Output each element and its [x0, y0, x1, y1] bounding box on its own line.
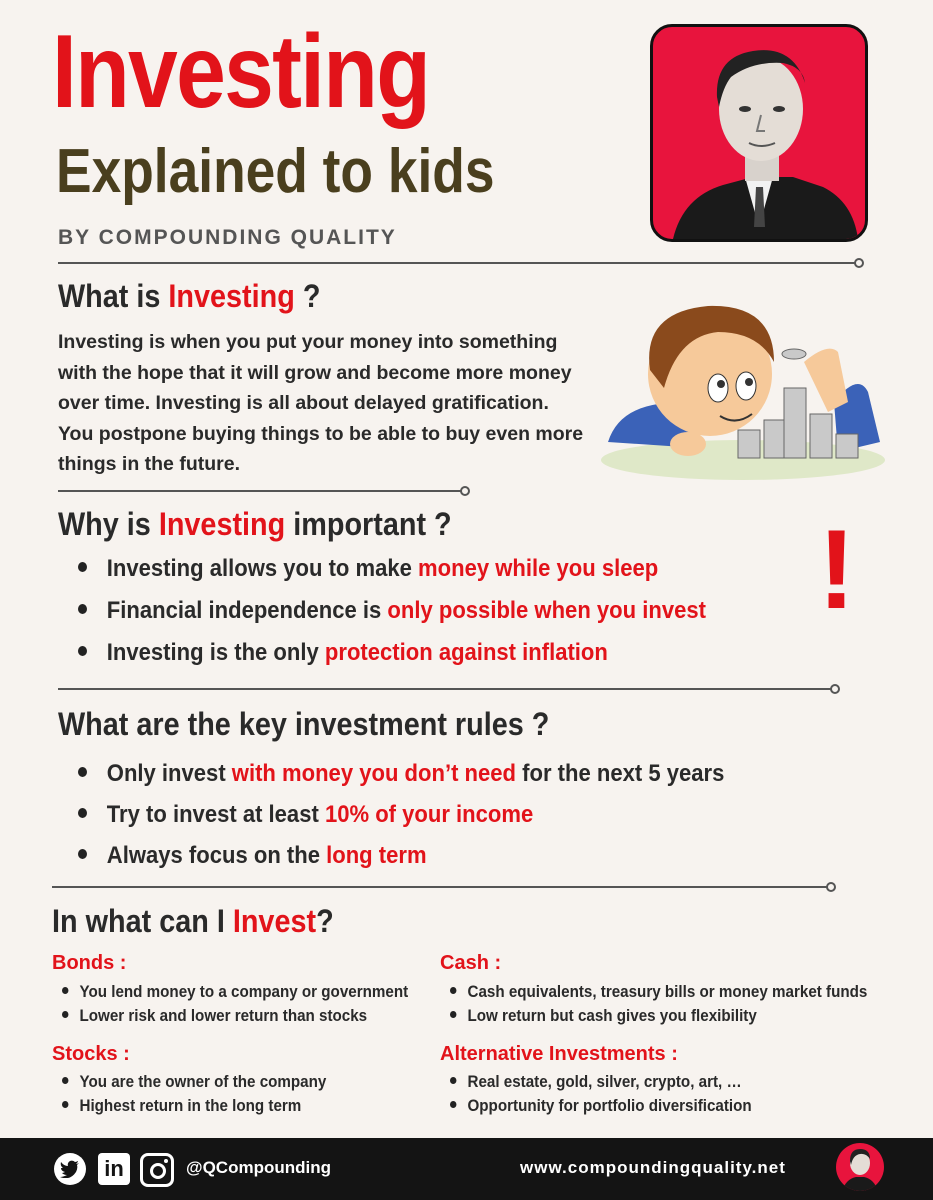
exclamation-icon: !: [818, 507, 856, 632]
divider: [58, 490, 464, 492]
social-handle[interactable]: @QCompounding: [186, 1158, 331, 1177]
category-bonds-title: Bonds :: [52, 952, 127, 974]
divider: [58, 262, 858, 264]
list-item: Financial independence is only possible when you invest: [78, 597, 706, 625]
instagram-icon[interactable]: [140, 1153, 174, 1187]
page-subtitle: Explained to kids: [56, 137, 495, 206]
list-item: Always focus on the long term: [78, 842, 427, 870]
list-item: Investing allows you to make money while you sleep: [78, 555, 658, 583]
byline: BY COMPOUNDING QUALITY: [58, 226, 397, 249]
list-item: You lend money to a company or government: [62, 983, 408, 1002]
list-item: Real estate, gold, silver, crypto, art, …: [450, 1073, 742, 1092]
linkedin-icon[interactable]: in: [98, 1153, 130, 1185]
list-item: Only invest with money you don’t need for the next 5 years: [78, 760, 724, 788]
avatar: [836, 1143, 884, 1191]
category-stocks-title: Stocks :: [52, 1043, 130, 1065]
website-link[interactable]: www.compoundingquality.net: [520, 1158, 786, 1177]
investing-definition: Investing is when you put your money into something with the hope that it will grow and become more money over time. Investing is all about delayed gratification. You postpone buying things to be able to buy even more things in the future.: [58, 331, 584, 475]
category-cash-title: Cash :: [440, 952, 502, 974]
list-item: Try to invest at least 10% of your income: [78, 801, 533, 829]
section-heading-what-is-investing: What is Investing ?: [58, 278, 321, 314]
author-portrait: [650, 24, 868, 242]
kid-with-coins-illustration: [598, 292, 888, 484]
list-item: You are the owner of the company: [62, 1073, 326, 1092]
page-title: Investing: [52, 14, 430, 130]
twitter-icon[interactable]: [54, 1153, 86, 1185]
category-alternative-title: Alternative Investments :: [440, 1043, 678, 1065]
list-item: Lower risk and lower return than stocks: [62, 1007, 367, 1026]
list-item: Low return but cash gives you flexibility: [450, 1007, 757, 1026]
divider: [52, 886, 830, 888]
section-heading-key-rules: What are the key investment rules ?: [58, 706, 550, 742]
list-item: Highest return in the long term: [62, 1097, 301, 1116]
list-item: Investing is the only protection against inflation: [78, 639, 608, 667]
section-heading-what-to-invest-in: In what can I Invest?: [52, 903, 334, 939]
section-heading-why-important: Why is Investing important ?: [58, 506, 452, 542]
list-item: Opportunity for portfolio diversification: [450, 1097, 752, 1116]
list-item: Cash equivalents, treasury bills or money market funds: [450, 983, 867, 1002]
divider: [58, 688, 834, 690]
